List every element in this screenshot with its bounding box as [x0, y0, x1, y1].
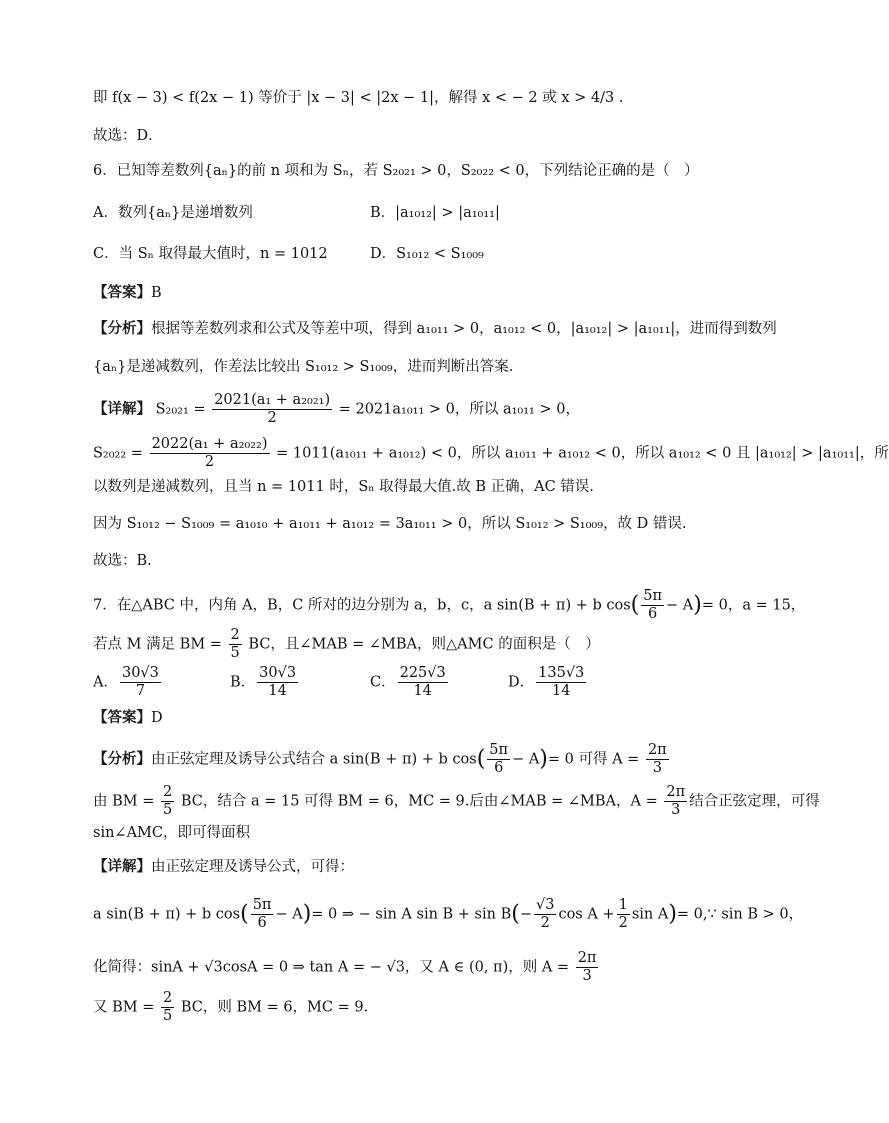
fraction: $\frac{135√3}{14}$: [538, 665, 585, 699]
answer-7: 【答案】D: [93, 710, 163, 726]
option-6a: A．数列{aₙ}是递增数列: [93, 205, 253, 221]
analysis-7-line-2: 由 BM = $\frac{2}{5}$ BC，结合 a = 15 可得 BM = 6，MC = 9.后由∠MAB = ∠MBA，A = $\frac{2\pi}{3}$ 结合正弦定理，可得: [93, 784, 820, 818]
detail-7-line-4: 又 BM = $\frac{2}{5}$ BC，则 BM = 6，MC = 9.: [93, 990, 369, 1024]
option-6c: C．当 Sₙ 取得最大值时，n = 1012: [93, 246, 328, 262]
fraction: $\frac{30√3}{7}$: [121, 665, 159, 699]
solution-line: 即 f(x − 3) < f(2x − 1) 等价于 |x − 3| < |2x − 1|，解得 x < − 2 或 x > 4/3 .: [93, 90, 624, 106]
detail-6-line-2: S₂₀₂₂ = $\frac{\text{2022(a₁ + a₂₀₂₂)}}{2}$ = 1011(a₁₀₁₁ + a₁₀₁₂) < 0，所以 a₁₀₁₁ + a₁₀₁₂ < 0，所以 a₁₀₁₂ < 0 且 |a₁₀₁₂| > |a₁₀₁₁|，所: [93, 436, 889, 470]
option-7c: C． $\frac{225√3}{14}$: [370, 665, 446, 699]
detail-7-line-2: a sin(B + π) + b cos( $\frac{5\pi}{6}$ − A)= 0 ⇒ − sin A sin B + sin B(− $\frac{√3}{2}$ cos A + $\frac{1}{2}$ sin A)= 0,∵ sin B > 0，: [93, 897, 804, 931]
fraction: $\frac{2\pi}{3}$: [577, 950, 597, 984]
fraction: $\frac{2}{5}$: [230, 627, 240, 661]
detail-7-line-1: 【详解】由正弦定理及诱导公式，可得：: [93, 859, 354, 875]
fraction: $\frac{\text{2022(a₁ + a₂₀₂₂)}}{2}$: [151, 436, 268, 470]
detail-tag: 【详解】: [93, 401, 151, 418]
fraction: $\frac{2\pi}{3}$: [647, 742, 667, 776]
fraction: $\frac{2}{5}$: [162, 784, 173, 818]
analysis-7-line-1: 【分析】由正弦定理及诱导公式结合 a sin(B + π) + b cos( $\frac{5\pi}{6}$ − A)= 0 可得 A = $\frac{2\pi}{3}$: [93, 742, 667, 776]
question-7-stem-2: 若点 M 满足 BM = $\frac{2}{5}$ BC，且∠MAB = ∠MBA，则△AMC 的面积是（ ）: [93, 627, 600, 661]
select-answer-6: 故选：B.: [93, 553, 152, 569]
fraction: $\frac{30√3}{14}$: [259, 665, 297, 699]
question-6-stem: 6．已知等差数列{aₙ}的前 n 项和为 Sₙ，若 S₂₀₂₁ > 0，S₂₀₂₂ < 0，下列结论正确的是（ ）: [93, 163, 699, 179]
answer-6: 【答案】B: [93, 285, 162, 301]
fraction: $\frac{5\pi}{6}$: [489, 742, 509, 776]
fraction: $\frac{5\pi}{6}$: [252, 897, 272, 931]
analysis-tag: 【分析】: [93, 751, 151, 768]
fraction: $\frac{2}{5}$: [162, 990, 173, 1024]
fraction: $\frac{1}{2}$: [618, 897, 628, 931]
option-7d: D． $\frac{135√3}{14}$: [508, 665, 585, 699]
fraction: $\frac{2\pi}{3}$: [666, 784, 686, 818]
select-answer-line: 故选：D．: [93, 128, 163, 144]
fraction: $\frac{√3}{2}$: [535, 897, 555, 931]
question-7-stem-1: 7．在△ABC 中，内角 A，B，C 所对的边分别为 a，b，c，a sin(B + π) + b cos( $\frac{5\pi}{6}$ − A)= 0，a = 15，: [93, 588, 806, 622]
fraction: $\frac{5\pi}{6}$: [643, 588, 663, 622]
analysis-7-line-3: sin∠AMC，即可得面积: [93, 825, 250, 841]
detail-6-line-4: 因为 S₁₀₁₂ − S₁₀₀₉ = a₁₀₁₀ + a₁₀₁₁ + a₁₀₁₂ = 3a₁₀₁₁ > 0，所以 S₁₀₁₂ > S₁₀₀₉，故 D 错误.: [93, 516, 687, 532]
option-7b: B． $\frac{30√3}{14}$: [230, 665, 297, 699]
analysis-6-line-2: {aₙ}是递减数列，作差法比较出 S₁₀₁₂ > S₁₀₀₉，进而判断出答案.: [93, 359, 514, 375]
fraction: $\frac{225√3}{14}$: [399, 665, 446, 699]
detail-tag: 【详解】: [93, 859, 151, 875]
answer-tag: 【答案】: [93, 285, 151, 301]
option-6d: D．S₁₀₁₂ < S₁₀₀₉: [370, 246, 484, 262]
detail-7-line-3: 化简得：sinA + √3cosA = 0 ⇒ tan A = − √3，又 A ∈ (0, π)，则 A = $\frac{2\pi}{3}$: [93, 950, 597, 984]
detail-6-line-1: 【详解】 S₂₀₂₁ = $\frac{\text{2021(a₁ + a₂₀₂₁)}}{2}$ = 2021a₁₀₁₁ > 0，所以 a₁₀₁₁ > 0，: [93, 392, 580, 426]
answer-tag: 【答案】: [93, 710, 151, 726]
detail-6-line-3: 以数列是递减数列，且当 n = 1011 时，Sₙ 取得最大值.故 B 正确，AC 错误.: [93, 479, 594, 495]
option-7a: A． $\frac{30√3}{7}$: [93, 665, 159, 699]
fraction: $\frac{\text{2021(a₁ + a₂₀₂₁)}}{2}$: [214, 392, 331, 426]
analysis-tag: 【分析】: [93, 321, 151, 337]
option-6b: B．|a₁₀₁₂| > |a₁₀₁₁|: [370, 205, 500, 221]
analysis-6-line-1: 【分析】根据等差数列求和公式及等差中项，得到 a₁₀₁₁ > 0，a₁₀₁₂ < 0，|a₁₀₁₂| > |a₁₀₁₁|，进而得到数列: [93, 321, 777, 337]
